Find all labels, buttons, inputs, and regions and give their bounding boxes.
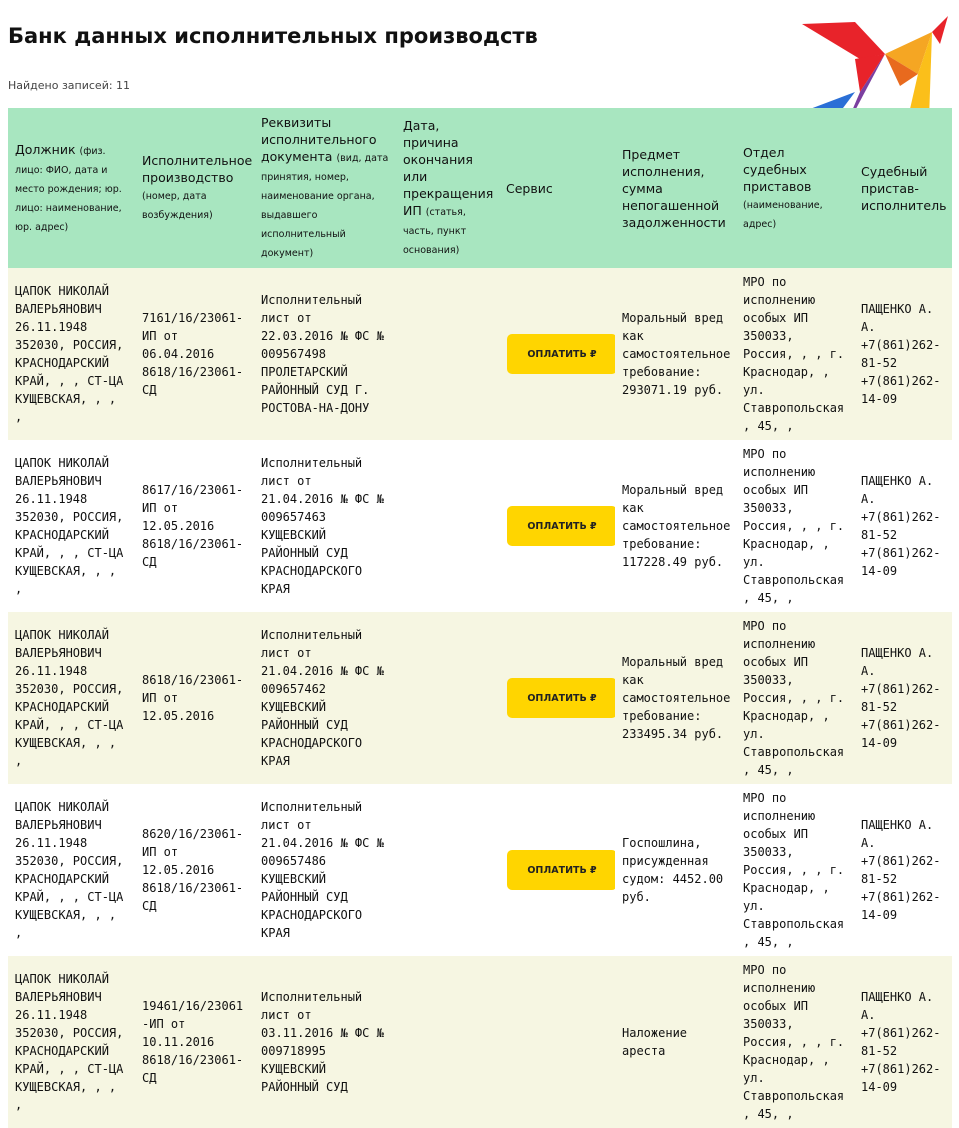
proceeding-cell: 8617/16/23061-ИП от 12.05.2016 8618/16/23061-СД [135, 440, 254, 612]
records-found-count: Найдено записей: 11 [8, 79, 131, 92]
service-cell [499, 784, 615, 956]
subject-cell: Моральный вред как самостоятельное требование: 293071.19 руб. [615, 268, 736, 440]
table-row [8, 440, 952, 612]
end-date-cell [396, 268, 499, 440]
column-header-subject: Предмет исполнения, сумма непогашенной задолженности [615, 108, 736, 268]
table-header-row [8, 108, 952, 268]
debtor-cell: ЦАПОК НИКОЛАЙ ВАЛЕРЬЯНОВИЧ 26.11.1948 352030, РОССИЯ, КРАСНОДАРСКИЙ КРАЙ, , , СТ-ЦА КУЩЕВСКАЯ, , , , [8, 956, 135, 1128]
service-cell [499, 268, 615, 440]
column-header-department: Отдел судебных приставов (наименование, адрес) [736, 108, 854, 268]
column-header-service: Сервис [499, 108, 615, 268]
debtor-cell: ЦАПОК НИКОЛАЙ ВАЛЕРЬЯНОВИЧ 26.11.1948 352030, РОССИЯ, КРАСНОДАРСКИЙ КРАЙ, , , СТ-ЦА КУЩЕВСКАЯ, , , , [8, 440, 135, 612]
service-cell [499, 440, 615, 612]
table-row [8, 956, 952, 1128]
document-cell: Исполнительный лист от 21.04.2016 № ФС № 009657486 КУЩЕВСКИЙ РАЙОННЫЙ СУД КРАСНОДАРСКОГО КРАЯ [254, 784, 396, 956]
service-cell [499, 612, 615, 784]
bailiff-cell: ПАЩЕНКО А. А. +7(861)262-81-52 +7(861)262-14-09 [854, 268, 952, 440]
table-row [8, 784, 952, 956]
end-date-cell [396, 440, 499, 612]
document-cell: Исполнительный лист от 21.04.2016 № ФС № 009657462 КУЩЕВСКИЙ РАЙОННЫЙ СУД КРАСНОДАРСКОГО КРАЯ [254, 612, 396, 784]
department-cell: МРО по исполнению особых ИП 350033, Россия, , , г. Краснодар, , ул. Ставропольская, 45, , [736, 612, 854, 784]
department-cell: МРО по исполнению особых ИП 350033, Россия, , , г. Краснодар, , ул. Ставропольская, 45, , [736, 440, 854, 612]
bailiff-cell: ПАЩЕНКО А. А. +7(861)262-81-52 +7(861)262-14-09 [854, 784, 952, 956]
end-date-cell [396, 956, 499, 1128]
pay-button[interactable]: ОПЛАТИТЬ ₽ [507, 850, 617, 890]
pay-button[interactable]: ОПЛАТИТЬ ₽ [507, 334, 617, 374]
column-header-proceeding: Исполнительное производство (номер, дата возбуждения) [135, 108, 254, 268]
column-header-end-date: Дата, причина окончания или прекращения ИП (статья, часть, пункт основания) [396, 108, 499, 268]
pay-button[interactable]: ОПЛАТИТЬ ₽ [507, 506, 617, 546]
service-cell [499, 956, 615, 1128]
bailiff-cell: ПАЩЕНКО А. А. +7(861)262-81-52 +7(861)262-14-09 [854, 440, 952, 612]
department-cell: МРО по исполнению особых ИП 350033, Россия, , , г. Краснодар, , ул. Ставропольская, 45, , [736, 784, 854, 956]
proceeding-cell: 7161/16/23061-ИП от 06.04.2016 8618/16/23061-СД [135, 268, 254, 440]
pay-button[interactable]: ОПЛАТИТЬ ₽ [507, 678, 617, 718]
column-header-debtor: Должник (физ. лицо: ФИО, дата и место рождения; юр. лицо: наименование, юр. адрес) [8, 108, 135, 268]
proceeding-cell: 8618/16/23061-ИП от 12.05.2016 [135, 612, 254, 784]
document-cell: Исполнительный лист от 22.03.2016 № ФС № 009567498 ПРОЛЕТАРСКИЙ РАЙОННЫЙ СУД Г. РОСТОВА-НА-ДОНУ [254, 268, 396, 440]
bailiff-cell: ПАЩЕНКО А. А. +7(861)262-81-52 +7(861)262-14-09 [854, 956, 952, 1128]
subject-cell: Моральный вред как самостоятельное требование: 233495.34 руб. [615, 612, 736, 784]
bailiff-cell: ПАЩЕНКО А. А. +7(861)262-81-52 +7(861)262-14-09 [854, 612, 952, 784]
debtor-cell: ЦАПОК НИКОЛАЙ ВАЛЕРЬЯНОВИЧ 26.11.1948 352030, РОССИЯ, КРАСНОДАРСКИЙ КРАЙ, , , СТ-ЦА КУЩЕВСКАЯ, , , , [8, 612, 135, 784]
department-cell: МРО по исполнению особых ИП 350033, Россия, , , г. Краснодар, , ул. Ставропольская, 45, , [736, 956, 854, 1128]
enforcement-records-table [8, 108, 952, 1128]
debtor-cell: ЦАПОК НИКОЛАЙ ВАЛЕРЬЯНОВИЧ 26.11.1948 352030, РОССИЯ, КРАСНОДАРСКИЙ КРАЙ, , , СТ-ЦА КУЩЕВСКАЯ, , , , [8, 784, 135, 956]
end-date-cell [396, 612, 499, 784]
proceeding-cell: 8620/16/23061-ИП от 12.05.2016 8618/16/23061-СД [135, 784, 254, 956]
document-cell: Исполнительный лист от 03.11.2016 № ФС № 009718995 КУЩЕВСКИЙ РАЙОННЫЙ СУД [254, 956, 396, 1128]
column-header-bailiff: Судебный пристав-исполнитель [854, 108, 952, 268]
end-date-cell [396, 784, 499, 956]
subject-cell: Госпошлина, присужденная судом: 4452.00 руб. [615, 784, 736, 956]
subject-cell: Наложение ареста [615, 956, 736, 1128]
table-row [8, 268, 952, 440]
proceeding-cell: 19461/16/23061-ИП от 10.11.2016 8618/16/23061-СД [135, 956, 254, 1128]
table-row [8, 612, 952, 784]
subject-cell: Моральный вред как самостоятельное требование: 117228.49 руб. [615, 440, 736, 612]
page-title: Банк данных исполнительных производств [8, 24, 538, 48]
document-cell: Исполнительный лист от 21.04.2016 № ФС № 009657463 КУЩЕВСКИЙ РАЙОННЫЙ СУД КРАСНОДАРСКОГО КРАЯ [254, 440, 396, 612]
department-cell: МРО по исполнению особых ИП 350033, Россия, , , г. Краснодар, , ул. Ставропольская, 45, , [736, 268, 854, 440]
column-header-document: Реквизиты исполнительного документа (вид, дата принятия, номер, наименование органа, выдавшего исполнительный документ) [254, 108, 396, 268]
debtor-cell: ЦАПОК НИКОЛАЙ ВАЛЕРЬЯНОВИЧ 26.11.1948 352030, РОССИЯ, КРАСНОДАРСКИЙ КРАЙ, , , СТ-ЦА КУЩЕВСКАЯ, , , , [8, 268, 135, 440]
